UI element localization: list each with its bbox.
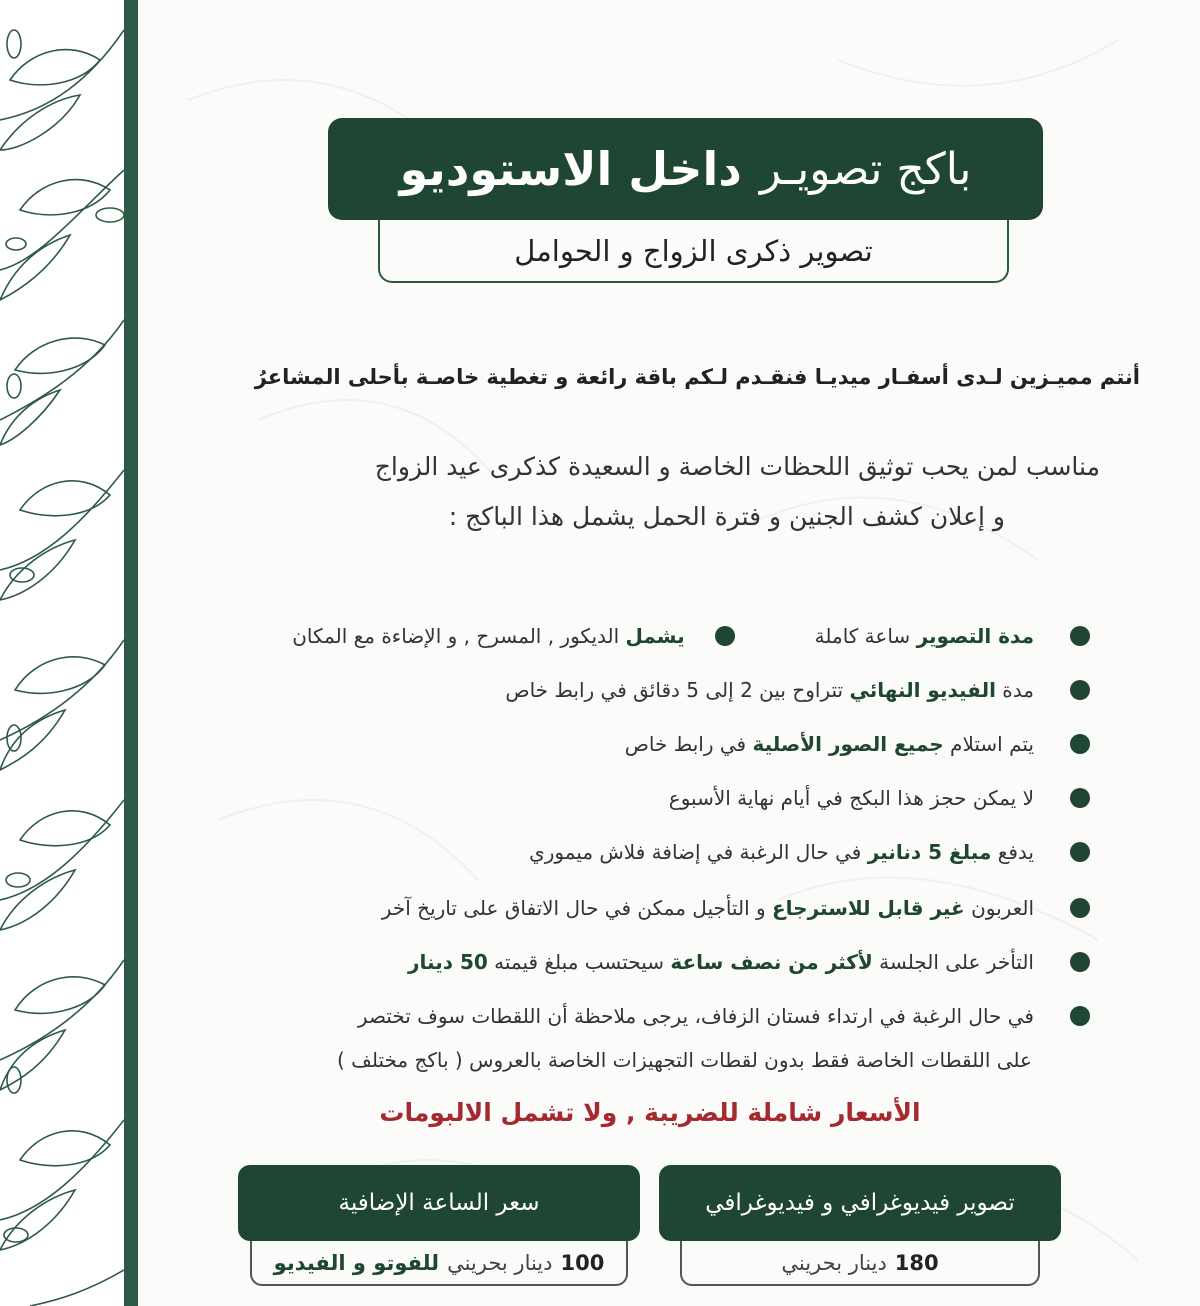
bullet-bold: يشمل — [625, 624, 685, 648]
bullet-text: في حال الرغبة في إضافة فلاش ميموري — [529, 840, 868, 864]
list-item — [408, 938, 1090, 986]
bullet-bold: لأكثر من نصف ساعة — [670, 950, 873, 974]
bullet-text: لا يمكن حجز هذا البكج في أيام نهاية الأسبوع — [668, 786, 1034, 810]
price-unit: دينار بحريني — [447, 1250, 553, 1275]
bullet-dot-icon — [1070, 1006, 1090, 1026]
bullet-text: يدفع — [991, 840, 1034, 864]
title-bold-text: داخل الاستوديو — [399, 142, 742, 196]
price-scope: للفوتو و الفيديو — [273, 1250, 440, 1275]
bullet-text: في حال الرغبة في ارتداء فستان الزفاف، يرجى ملاحظة أن اللقطات سوف تختصر — [357, 1004, 1034, 1028]
description-line-2: و إعلان كشف الجنين و فترة الحمل يشمل هذا الباكج : — [448, 502, 1005, 531]
list-item — [382, 884, 1090, 932]
tax-note: الأسعار شاملة للضريبة , ولا تشمل الالبومات — [379, 1098, 921, 1127]
video-package-price — [680, 1241, 1040, 1286]
bullet-bold: 50 دينار — [408, 950, 488, 974]
list-item — [669, 774, 1090, 822]
description-line-1: مناسب لمن يحب توثيق اللحظات الخاصة و السعيدة كذكرى عيد الزواج — [374, 452, 1100, 481]
bullet-bold: مدة التصوير — [916, 624, 1034, 648]
list-item — [625, 720, 1090, 768]
list-item — [505, 666, 1090, 714]
list-item — [292, 624, 734, 648]
price-amount: 100 — [560, 1250, 605, 1275]
price-amount: 180 — [894, 1250, 939, 1275]
intro-text: أنتم مميـزين لـدى أسفـار ميديـا فنقـدم لـكم باقة رائعة و تغطية خاصـة بأحلى المشاعرُ — [254, 365, 1140, 389]
extra-hour-price — [250, 1241, 628, 1286]
bullet-dot-icon — [1070, 842, 1090, 862]
list-item — [529, 828, 1090, 876]
bullet-bold: الفيديو النهائي — [849, 678, 996, 702]
bullet-dot-icon — [1070, 734, 1090, 754]
bullet-text: تتراوح بين 2 إلى 5 دقائق في رابط خاص — [505, 678, 850, 702]
list-item — [292, 612, 1090, 660]
bullet-bold: غير قابل للاسترجاع — [772, 896, 965, 920]
bullet-dot-icon — [1070, 626, 1090, 646]
bullet-text: سيحتسب مبلغ قيمته — [487, 950, 671, 974]
bullet-text: يتم استلام — [943, 732, 1034, 756]
leaf-decoration-panel — [0, 0, 124, 1306]
price-unit: دينار بحريني — [781, 1250, 887, 1275]
bullet-text: الديكور , المسرح , و الإضاءة مع المكان — [292, 624, 626, 648]
bullet-dot-icon — [1070, 952, 1090, 972]
vertical-green-bar — [124, 0, 138, 1306]
title-light-text: باكج تصويـر — [759, 143, 972, 195]
leaf-pattern-icon — [0, 0, 124, 1306]
list-item — [358, 992, 1090, 1040]
bullet-dot-icon — [1070, 898, 1090, 918]
bullet-dot-icon — [1070, 680, 1090, 700]
package-subtitle: تصوير ذكرى الزواج و الحوامل — [378, 220, 1009, 283]
video-package-title: تصوير فيديوغرافي و فيديوغرافي — [659, 1165, 1061, 1241]
package-description — [220, 442, 1100, 542]
bullet-text: ساعة كاملة — [814, 624, 917, 648]
bullet-continuation: على اللقطات الخاصة فقط بدون لقطات التجهيزات الخاصة بالعروس ( باكج مختلف ) — [336, 1048, 1032, 1072]
package-title — [328, 118, 1043, 220]
extra-hour-title: سعر الساعة الإضافية — [238, 1165, 640, 1241]
bullet-text: في رابط خاص — [624, 732, 753, 756]
bullet-bold: جميع الصور الأصلية — [752, 732, 944, 756]
bullet-text: و التأجيل ممكن في حال الاتفاق على تاريخ آخر — [381, 896, 772, 920]
bullet-text: التأخر على الجلسة — [872, 950, 1034, 974]
bullet-text: مدة — [995, 678, 1034, 702]
bullet-dot-icon — [715, 626, 735, 646]
bullet-text: العربون — [964, 896, 1034, 920]
bullet-dot-icon — [1070, 788, 1090, 808]
bullet-bold: مبلغ 5 دنانير — [867, 840, 992, 864]
